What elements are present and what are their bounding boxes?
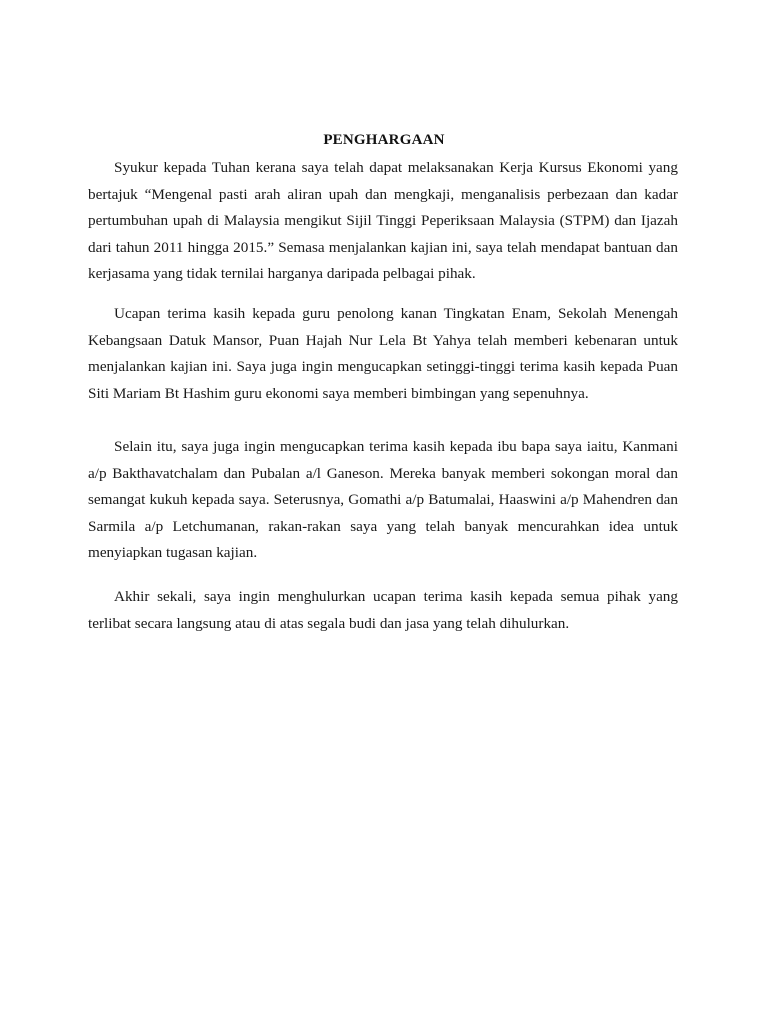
paragraph-1: Syukur kepada Tuhan kerana saya telah dapat melaksanakan Kerja Kursus Ekonomi yang bertajuk “Mengenal pasti arah aliran upah dan mengkaji, menganalisis perbezaan dan kadar pertumbuhan upah di Malaysia mengikut Sijil Tinggi Peperiksaan Malaysia (STPM) dan Ijazah dari tahun 2011 hingga 2015.” Semasa menjalankan kajian ini, saya telah mendapat bantuan dan kerjasama yang tidak ternilai harganya daripada pelbagai pihak. (88, 159, 678, 282)
page-title: PENGHARGAAN (323, 132, 445, 148)
paragraph-3: Selain itu, saya juga ingin mengucapkan terima kasih kepada ibu bapa saya iaitu, Kanmani a/p Bakthavatchalam dan Pubalan a/l Ganeson. Mereka banyak memberi sokongan moral dan semangat kukuh kepada saya. Seterusnya, Gomathi a/p Batumalai, Haaswini a/p Mahendren dan Sarmila a/p Letchumanan, rakan-rakan saya yang telah banyak mencurahkan idea untuk menyiapkan tugasan kajian. (88, 438, 678, 561)
paragraph-4: Akhir sekali, saya ingin menghulurkan ucapan terima kasih kepada semua pihak yang terlibat secara langsung atau di atas segala budi dan jasa yang telah dihulurkan. (88, 588, 678, 632)
paragraph-2: Ucapan terima kasih kepada guru penolong kanan Tingkatan Enam, Sekolah Menengah Kebangsaan Datuk Mansor, Puan Hajah Nur Lela Bt Yahya telah memberi kebenaran untuk menjalankan kajian ini. Saya juga ingin mengucapkan setinggi-tinggi terima kasih kepada Puan Siti Mariam Bt Hashim guru ekonomi saya memberi bimbingan yang sepenuhnya. (88, 305, 678, 402)
